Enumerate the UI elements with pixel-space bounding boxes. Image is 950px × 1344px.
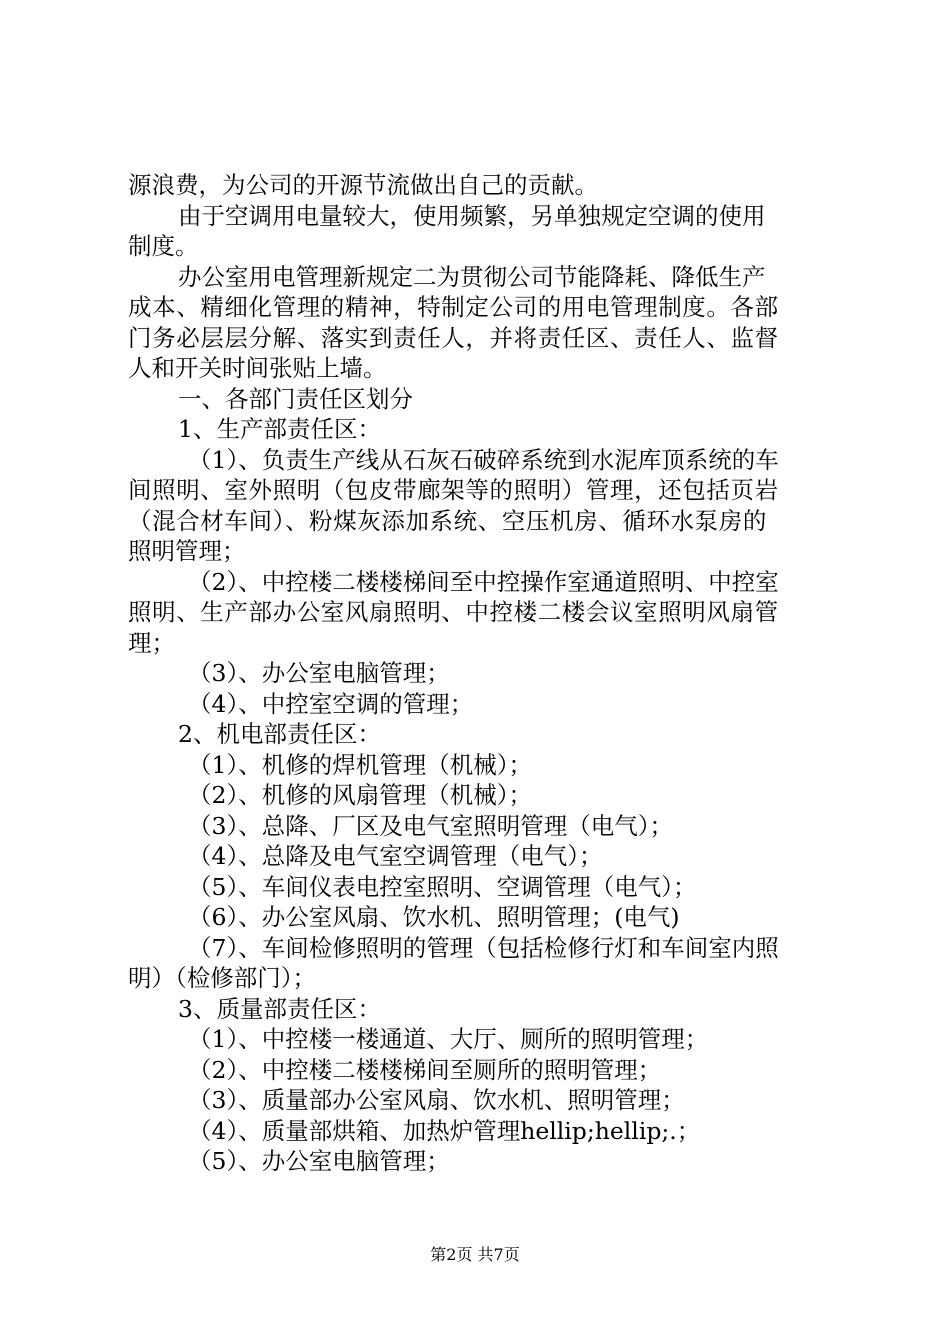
list-item: （6）、办公室风扇、饮水机、照明管理；(电气) xyxy=(188,903,680,931)
subsection-heading: 1、生产部责任区： xyxy=(178,415,381,443)
list-item-continuation: 照明管理； xyxy=(128,537,246,565)
paragraph-line: 源浪费，为公司的开源节流做出自己的贡献。 xyxy=(128,171,598,199)
list-item: （3）、质量部办公室风扇、饮水机、照明管理； xyxy=(188,1086,685,1114)
list-item-continuation: （混合材车间）、粉煤灰添加系统、空压机房、循环水泵房的 xyxy=(128,506,767,535)
list-item: （4）、质量部烘箱、加热炉管理hellip;hellip;.； xyxy=(188,1116,701,1145)
paragraph-line: 成本、精细化管理的精神，特制定公司的用电管理制度。各部 xyxy=(128,293,779,321)
list-item-continuation: 间照明、室外照明（包皮带廊架等的照明）管理，还包括页岩 xyxy=(128,476,779,504)
list-item-continuation: 明）（检修部门）； xyxy=(128,964,316,992)
list-item-continuation: 照明、生产部办公室风扇照明、中控楼二楼会议室照明风扇管 xyxy=(128,598,779,626)
section-heading: 一、各部门责任区划分 xyxy=(178,384,413,413)
list-item: （5）、办公室电脑管理； xyxy=(188,1147,450,1175)
list-item: （1）、机修的焊机管理（机械）； xyxy=(188,750,532,779)
list-item: （3）、总降、厂区及电气室照明管理（电气）； xyxy=(188,811,673,840)
subsection-heading: 3、质量部责任区： xyxy=(178,994,381,1023)
list-item: （1）、负责生产线从石灰石破碎系统到水泥库顶系统的车 xyxy=(188,445,779,474)
document-body xyxy=(128,170,833,1177)
list-item: （2）、中控楼二楼楼梯间至中控操作室通道照明、中控室 xyxy=(188,567,779,596)
paragraph-line: 制度。 xyxy=(128,232,199,260)
list-item: （2）、中控楼二楼楼梯间至厕所的照明管理； xyxy=(188,1055,662,1084)
subsection-heading: 2、机电部责任区： xyxy=(178,720,381,748)
paragraph-line: 人和开关时间张贴上墙。 xyxy=(128,354,387,382)
list-item: （2）、机修的风扇管理（机械）； xyxy=(188,781,532,809)
list-item-continuation: 理； xyxy=(128,628,175,657)
list-item: （7）、车间检修照明的管理（包括检修行灯和车间室内照 xyxy=(188,933,779,962)
list-item: （4）、总降及电气室空调管理（电气）； xyxy=(188,842,603,870)
paragraph-line: 门务必层层分解、落实到责任人，并将责任区、责任人、监督 xyxy=(128,323,779,352)
paragraph-line: 由于空调用电量较大，使用频繁，另单独规定空调的使用 xyxy=(178,201,766,230)
paragraph-line: 办公室用电管理新规定二为贯彻公司节能降耗、降低生产 xyxy=(178,262,766,291)
page-number-footer: 第2页 共7页 xyxy=(430,1245,520,1264)
list-item: （5）、车间仪表电控室照明、空调管理（电气）； xyxy=(188,872,697,901)
list-item: （4）、中控室空调的管理； xyxy=(188,689,474,718)
list-item: （3）、办公室电脑管理； xyxy=(188,659,450,687)
list-item: （1）、中控楼一楼通道、大厅、厕所的照明管理； xyxy=(188,1025,709,1053)
